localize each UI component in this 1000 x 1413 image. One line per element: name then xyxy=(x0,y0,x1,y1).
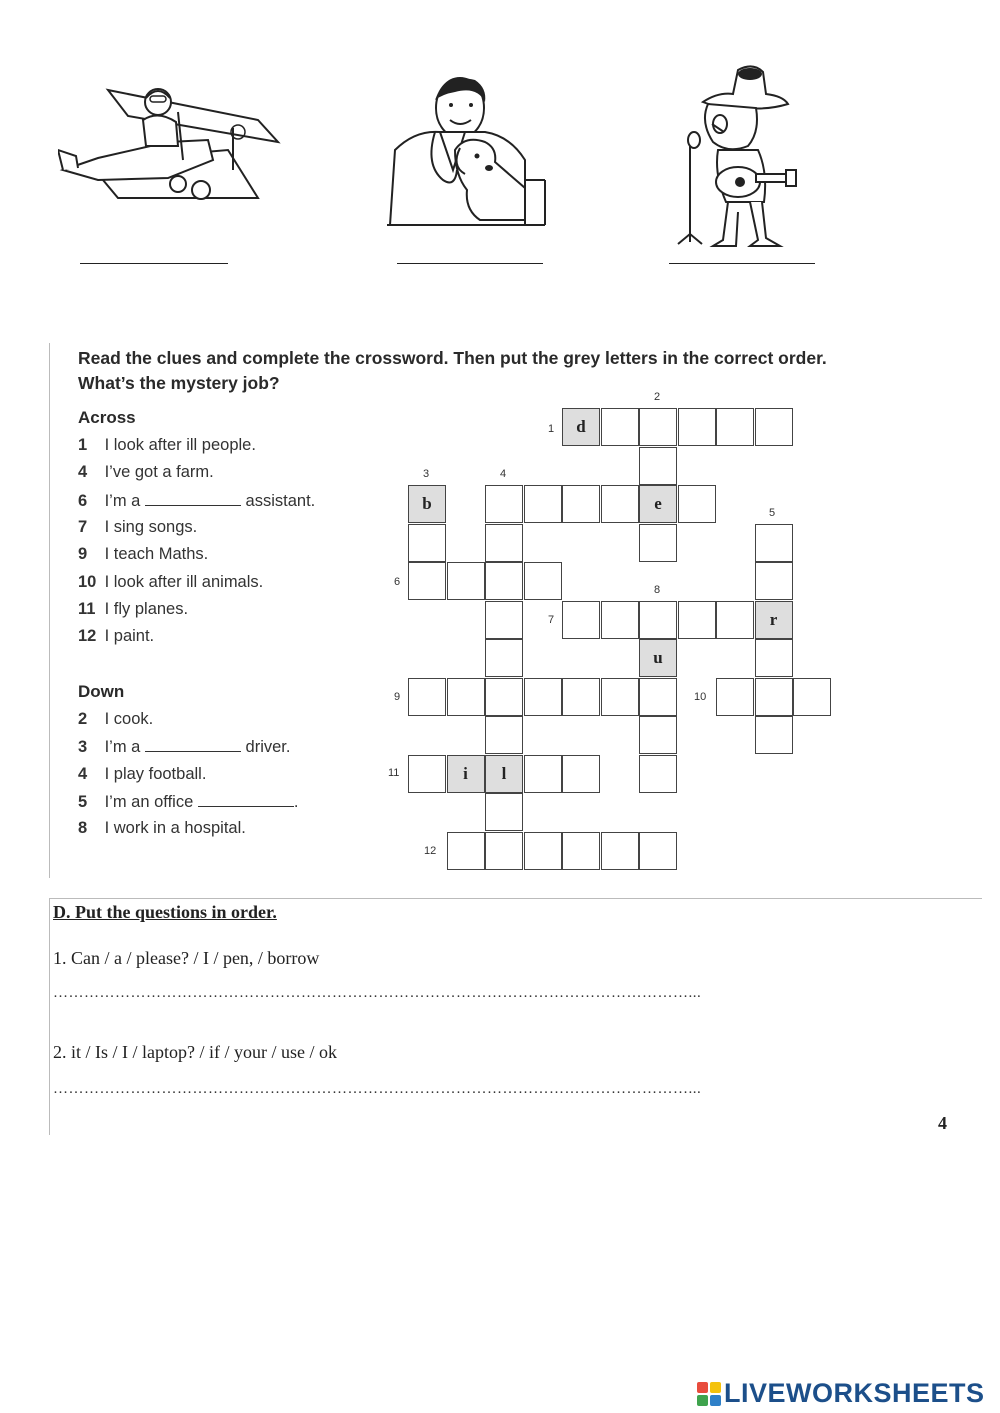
picture-answer-line[interactable] xyxy=(669,263,815,264)
crossword-cell-grey[interactable]: e xyxy=(639,485,677,523)
picture-answer-line[interactable] xyxy=(397,263,543,264)
liveworksheets-logo xyxy=(697,1378,985,1409)
crossword-cell[interactable] xyxy=(524,562,562,600)
crossword-cell[interactable] xyxy=(639,447,677,485)
crossword-cell[interactable] xyxy=(639,832,677,870)
clue-across: 1 I look after ill people. xyxy=(78,436,256,454)
grid-number: 4 xyxy=(500,468,507,480)
picture-answer-line[interactable] xyxy=(80,263,228,264)
crossword-cell[interactable] xyxy=(639,408,677,446)
question-2: 2. it / Is / I / laptop? / if / your / use / ok xyxy=(53,1042,337,1062)
grid-number: 10 xyxy=(694,691,707,703)
clue-across: 4 I’ve got a farm. xyxy=(78,463,214,481)
section-d xyxy=(49,898,982,1135)
clue-down: 2 I cook. xyxy=(78,710,154,728)
crossword-cell[interactable] xyxy=(485,716,523,754)
crossword-cell[interactable] xyxy=(755,678,793,716)
crossword-cell[interactable] xyxy=(601,601,639,639)
crossword-cell[interactable] xyxy=(716,601,754,639)
clue-down: 4 I play football. xyxy=(78,765,207,783)
answer-line-1[interactable]: ……………………………………………………………………………………………………………... xyxy=(53,985,702,1001)
crossword-cell[interactable] xyxy=(678,408,716,446)
down-heading: Down xyxy=(78,682,125,701)
crossword-cell[interactable] xyxy=(485,639,523,677)
crossword-cell[interactable] xyxy=(408,678,446,716)
crossword-cell[interactable] xyxy=(601,832,639,870)
crossword-cell[interactable] xyxy=(485,524,523,562)
crossword-cell[interactable] xyxy=(716,678,754,716)
crossword-cell-grey[interactable]: i xyxy=(447,755,485,793)
crossword-cell[interactable] xyxy=(755,639,793,677)
clue-across: 11 I fly planes. xyxy=(78,600,189,618)
pilot-picture xyxy=(58,80,283,210)
crossword-cell[interactable] xyxy=(447,562,485,600)
grid-number: 1 xyxy=(548,423,555,435)
clue-across: 10 I look after ill animals. xyxy=(78,573,264,591)
grid-number: 9 xyxy=(394,691,401,703)
crossword-cell[interactable] xyxy=(793,678,831,716)
crossword-cell[interactable] xyxy=(447,832,485,870)
crossword-cell[interactable] xyxy=(755,716,793,754)
crossword-cell[interactable] xyxy=(562,601,600,639)
answer-line-2[interactable]: ……………………………………………………………………………………………………………... xyxy=(53,1081,702,1097)
clue-blank xyxy=(145,737,241,752)
clue-down: 5 I’m an office . xyxy=(78,793,299,811)
question-1: 1. Can / a / please? / I / pen, / borrow xyxy=(53,948,320,968)
clue-across: 9 I teach Maths. xyxy=(78,545,209,563)
crossword-cell[interactable] xyxy=(485,832,523,870)
clue-across: 12 I paint. xyxy=(78,627,155,645)
crossword-instruction: Read the clues and complete the crossword. Then put the grey letters in the correct order. What’s the mystery job? xyxy=(78,348,827,393)
crossword-cell-grey[interactable]: u xyxy=(639,639,677,677)
crossword-cell[interactable] xyxy=(408,562,446,600)
crossword-cell[interactable] xyxy=(639,716,677,754)
crossword-cell[interactable] xyxy=(524,678,562,716)
crossword-cell[interactable] xyxy=(408,755,446,793)
grid-number: 8 xyxy=(654,584,661,596)
crossword-cell[interactable] xyxy=(755,524,793,562)
singer-picture xyxy=(668,62,803,252)
crossword-cell[interactable] xyxy=(562,755,600,793)
grid-number: 11 xyxy=(388,767,400,779)
grid-number: 6 xyxy=(394,576,401,588)
crossword-cell[interactable] xyxy=(524,755,562,793)
crossword-cell[interactable] xyxy=(485,485,523,523)
crossword-cell[interactable] xyxy=(755,408,793,446)
crossword-cell[interactable] xyxy=(524,832,562,870)
crossword-cell[interactable] xyxy=(485,678,523,716)
clue-blank xyxy=(198,792,294,807)
clue-across: 7 I sing songs. xyxy=(78,518,198,536)
across-heading: Across xyxy=(78,408,136,427)
crossword-cell[interactable] xyxy=(639,524,677,562)
grid-number: 3 xyxy=(423,468,430,480)
crossword-cell-grey[interactable]: d xyxy=(562,408,600,446)
vet-picture xyxy=(385,70,550,230)
clue-blank xyxy=(145,491,241,506)
crossword-cell[interactable] xyxy=(601,408,639,446)
grid-number: 12 xyxy=(424,845,437,857)
crossword-cell[interactable] xyxy=(485,793,523,831)
crossword-cell[interactable] xyxy=(716,408,754,446)
crossword-cell[interactable] xyxy=(601,678,639,716)
crossword-cell[interactable] xyxy=(639,755,677,793)
crossword-cell[interactable] xyxy=(447,678,485,716)
crossword-cell[interactable] xyxy=(755,562,793,600)
clue-down: 3 I’m a driver. xyxy=(78,738,291,756)
crossword-cell[interactable] xyxy=(485,562,523,600)
crossword-cell[interactable] xyxy=(562,678,600,716)
logo-mark-icon xyxy=(697,1382,721,1406)
crossword-cell[interactable] xyxy=(562,832,600,870)
crossword-cell[interactable] xyxy=(485,601,523,639)
crossword-cell[interactable] xyxy=(601,485,639,523)
crossword-cell[interactable] xyxy=(524,485,562,523)
clue-across: 6 I’m a assistant. xyxy=(78,492,316,510)
grid-number: 7 xyxy=(548,614,555,626)
crossword-cell[interactable] xyxy=(408,524,446,562)
crossword-cell[interactable] xyxy=(639,678,677,716)
brand-name: LIVEWORKSHEETS xyxy=(724,1378,985,1408)
section-d-title: D. Put the questions in order. xyxy=(53,902,277,922)
crossword-cell[interactable] xyxy=(678,601,716,639)
grid-number: 2 xyxy=(654,391,661,403)
crossword-cell[interactable] xyxy=(639,601,677,639)
crossword-cell-grey[interactable]: b xyxy=(408,485,446,523)
grid-number: 5 xyxy=(769,507,776,519)
crossword-cell[interactable] xyxy=(562,485,600,523)
crossword-cell[interactable] xyxy=(678,485,716,523)
crossword-cell-grey[interactable]: l xyxy=(485,755,523,793)
page-number: 4 xyxy=(938,1113,947,1133)
crossword-cell-grey[interactable]: r xyxy=(755,601,793,639)
clue-down: 8 I work in a hospital. xyxy=(78,819,246,837)
